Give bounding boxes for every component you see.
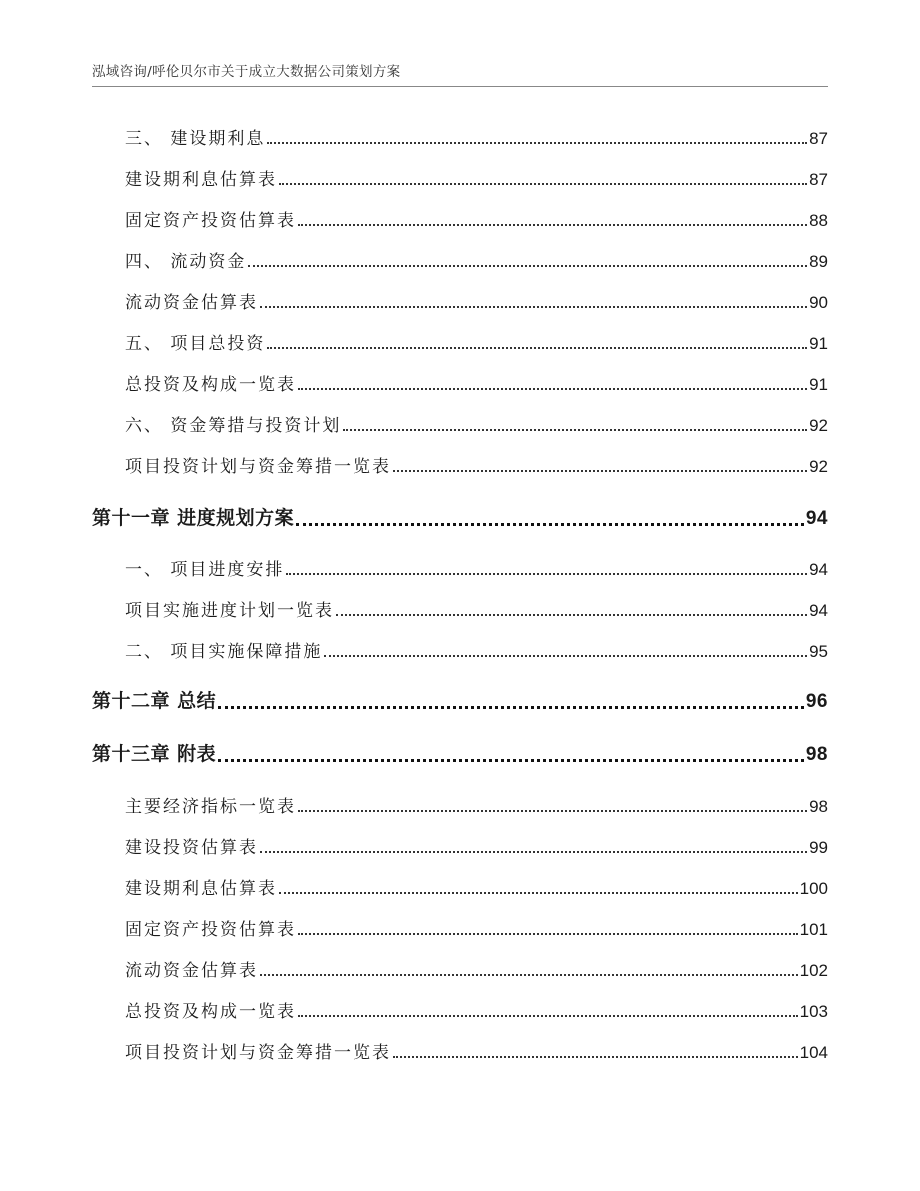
toc-entry-label: 项目实施进度计划一览表 [125,601,334,621]
page-header: 泓域咨询/呼伦贝尔市关于成立大数据公司策划方案 [92,64,401,80]
toc-leader-dots [298,388,807,390]
toc-entry-page: 87 [809,170,828,189]
toc-entry-label: 六、 资金筹措与投资计划 [125,416,342,436]
toc-entry-page: 103 [799,1002,828,1021]
toc-chapter-entry[interactable] [92,503,828,530]
toc-entry[interactable] [125,874,828,899]
toc-entry-label: 项目投资计划与资金筹措一览表 [125,1043,391,1063]
toc-entry-page: 94 [809,601,828,620]
toc-entry-page: 87 [809,129,828,148]
toc-entry-label: 固定资产投资估算表 [125,920,296,940]
toc-leader-dots [286,573,807,575]
toc-entry-label: 一、 项目进度安排 [125,560,285,580]
toc-entry-page: 100 [799,879,828,898]
toc-entry-label: 总投资及构成一览表 [125,1002,296,1022]
toc-entry-label: 建设期利息估算表 [125,879,277,899]
toc-entry[interactable] [125,1038,828,1063]
toc-entry-page: 94 [809,560,828,579]
toc-entry[interactable] [125,288,828,313]
toc-entry[interactable] [125,637,828,662]
toc-entry-page: 92 [809,457,828,476]
toc-leader-dots [279,183,807,185]
toc-chapter-entry[interactable] [92,686,828,713]
toc-entry-page: 104 [799,1043,828,1062]
toc-entry-page: 91 [809,375,828,394]
toc-entry[interactable] [125,370,828,395]
toc-chapter-label: 第十三章 附表 [92,743,217,765]
toc-entry[interactable] [125,124,828,149]
toc-leader-dots [298,224,807,226]
toc-leader-dots [298,810,807,812]
toc-chapter-entry[interactable] [92,739,828,766]
toc-entry-label: 二、 项目实施保障措施 [125,642,323,662]
toc-entry-label: 建设期利息估算表 [125,170,277,190]
toc-entry-label: 四、 流动资金 [125,252,247,272]
toc-chapter-label: 第十二章 总结 [92,690,217,712]
toc-entry[interactable] [125,596,828,621]
toc-leader-dots [260,974,798,976]
toc-entry-label: 流动资金估算表 [125,293,258,313]
toc-entry[interactable] [125,206,828,231]
toc-entry-label: 三、 建设期利息 [125,129,266,149]
toc-chapter-page: 94 [805,508,828,529]
toc-chapter-page: 96 [805,691,828,712]
toc-chapter-page: 98 [805,744,828,765]
toc-leader-dots [218,759,804,762]
toc-entry-page: 91 [809,334,828,353]
toc-entry-label: 建设投资估算表 [125,838,258,858]
toc-entry-page: 102 [799,961,828,980]
toc-leader-dots [343,429,807,431]
toc-entry-label: 总投资及构成一览表 [125,375,296,395]
toc-entry[interactable] [125,997,828,1022]
toc-leader-dots [267,142,807,144]
toc-leader-dots [218,706,804,709]
toc-leader-dots [298,933,798,935]
toc-entry-label: 项目投资计划与资金筹措一览表 [125,457,391,477]
toc-entry-page: 98 [809,797,828,816]
toc-chapter-label: 第十一章 进度规划方案 [92,507,295,529]
toc-entry[interactable] [125,833,828,858]
toc-leader-dots [260,306,807,308]
toc-entry-label: 流动资金估算表 [125,961,258,981]
toc-leader-dots [260,851,807,853]
toc-entry[interactable] [125,915,828,940]
toc-entry-page: 89 [809,252,828,271]
toc-entry[interactable] [125,792,828,817]
toc-leader-dots [336,614,807,616]
toc-leader-dots [248,265,807,267]
toc-entry-label: 主要经济指标一览表 [125,797,296,817]
toc-leader-dots [296,523,804,526]
toc-leader-dots [267,347,807,349]
toc-entry-page: 101 [799,920,828,939]
toc-leader-dots [393,1056,798,1058]
toc-entry[interactable] [125,555,828,580]
toc-entry-label: 固定资产投资估算表 [125,211,296,231]
toc-leader-dots [279,892,798,894]
toc-entry-label: 五、 项目总投资 [125,334,266,354]
toc-leader-dots [324,655,807,657]
toc-leader-dots [393,470,807,472]
toc-entry[interactable] [125,329,828,354]
toc-entry[interactable] [125,452,828,477]
toc-entry[interactable] [125,247,828,272]
toc-entry-page: 90 [809,293,828,312]
toc-entry-page: 88 [809,211,828,230]
toc-leader-dots [298,1015,798,1017]
toc-entry-page: 92 [809,416,828,435]
toc-entry[interactable] [125,411,828,436]
toc-entry-page: 99 [809,838,828,857]
toc-entry[interactable] [125,956,828,981]
toc-entry[interactable] [125,165,828,190]
toc-entry-page: 95 [809,642,828,661]
